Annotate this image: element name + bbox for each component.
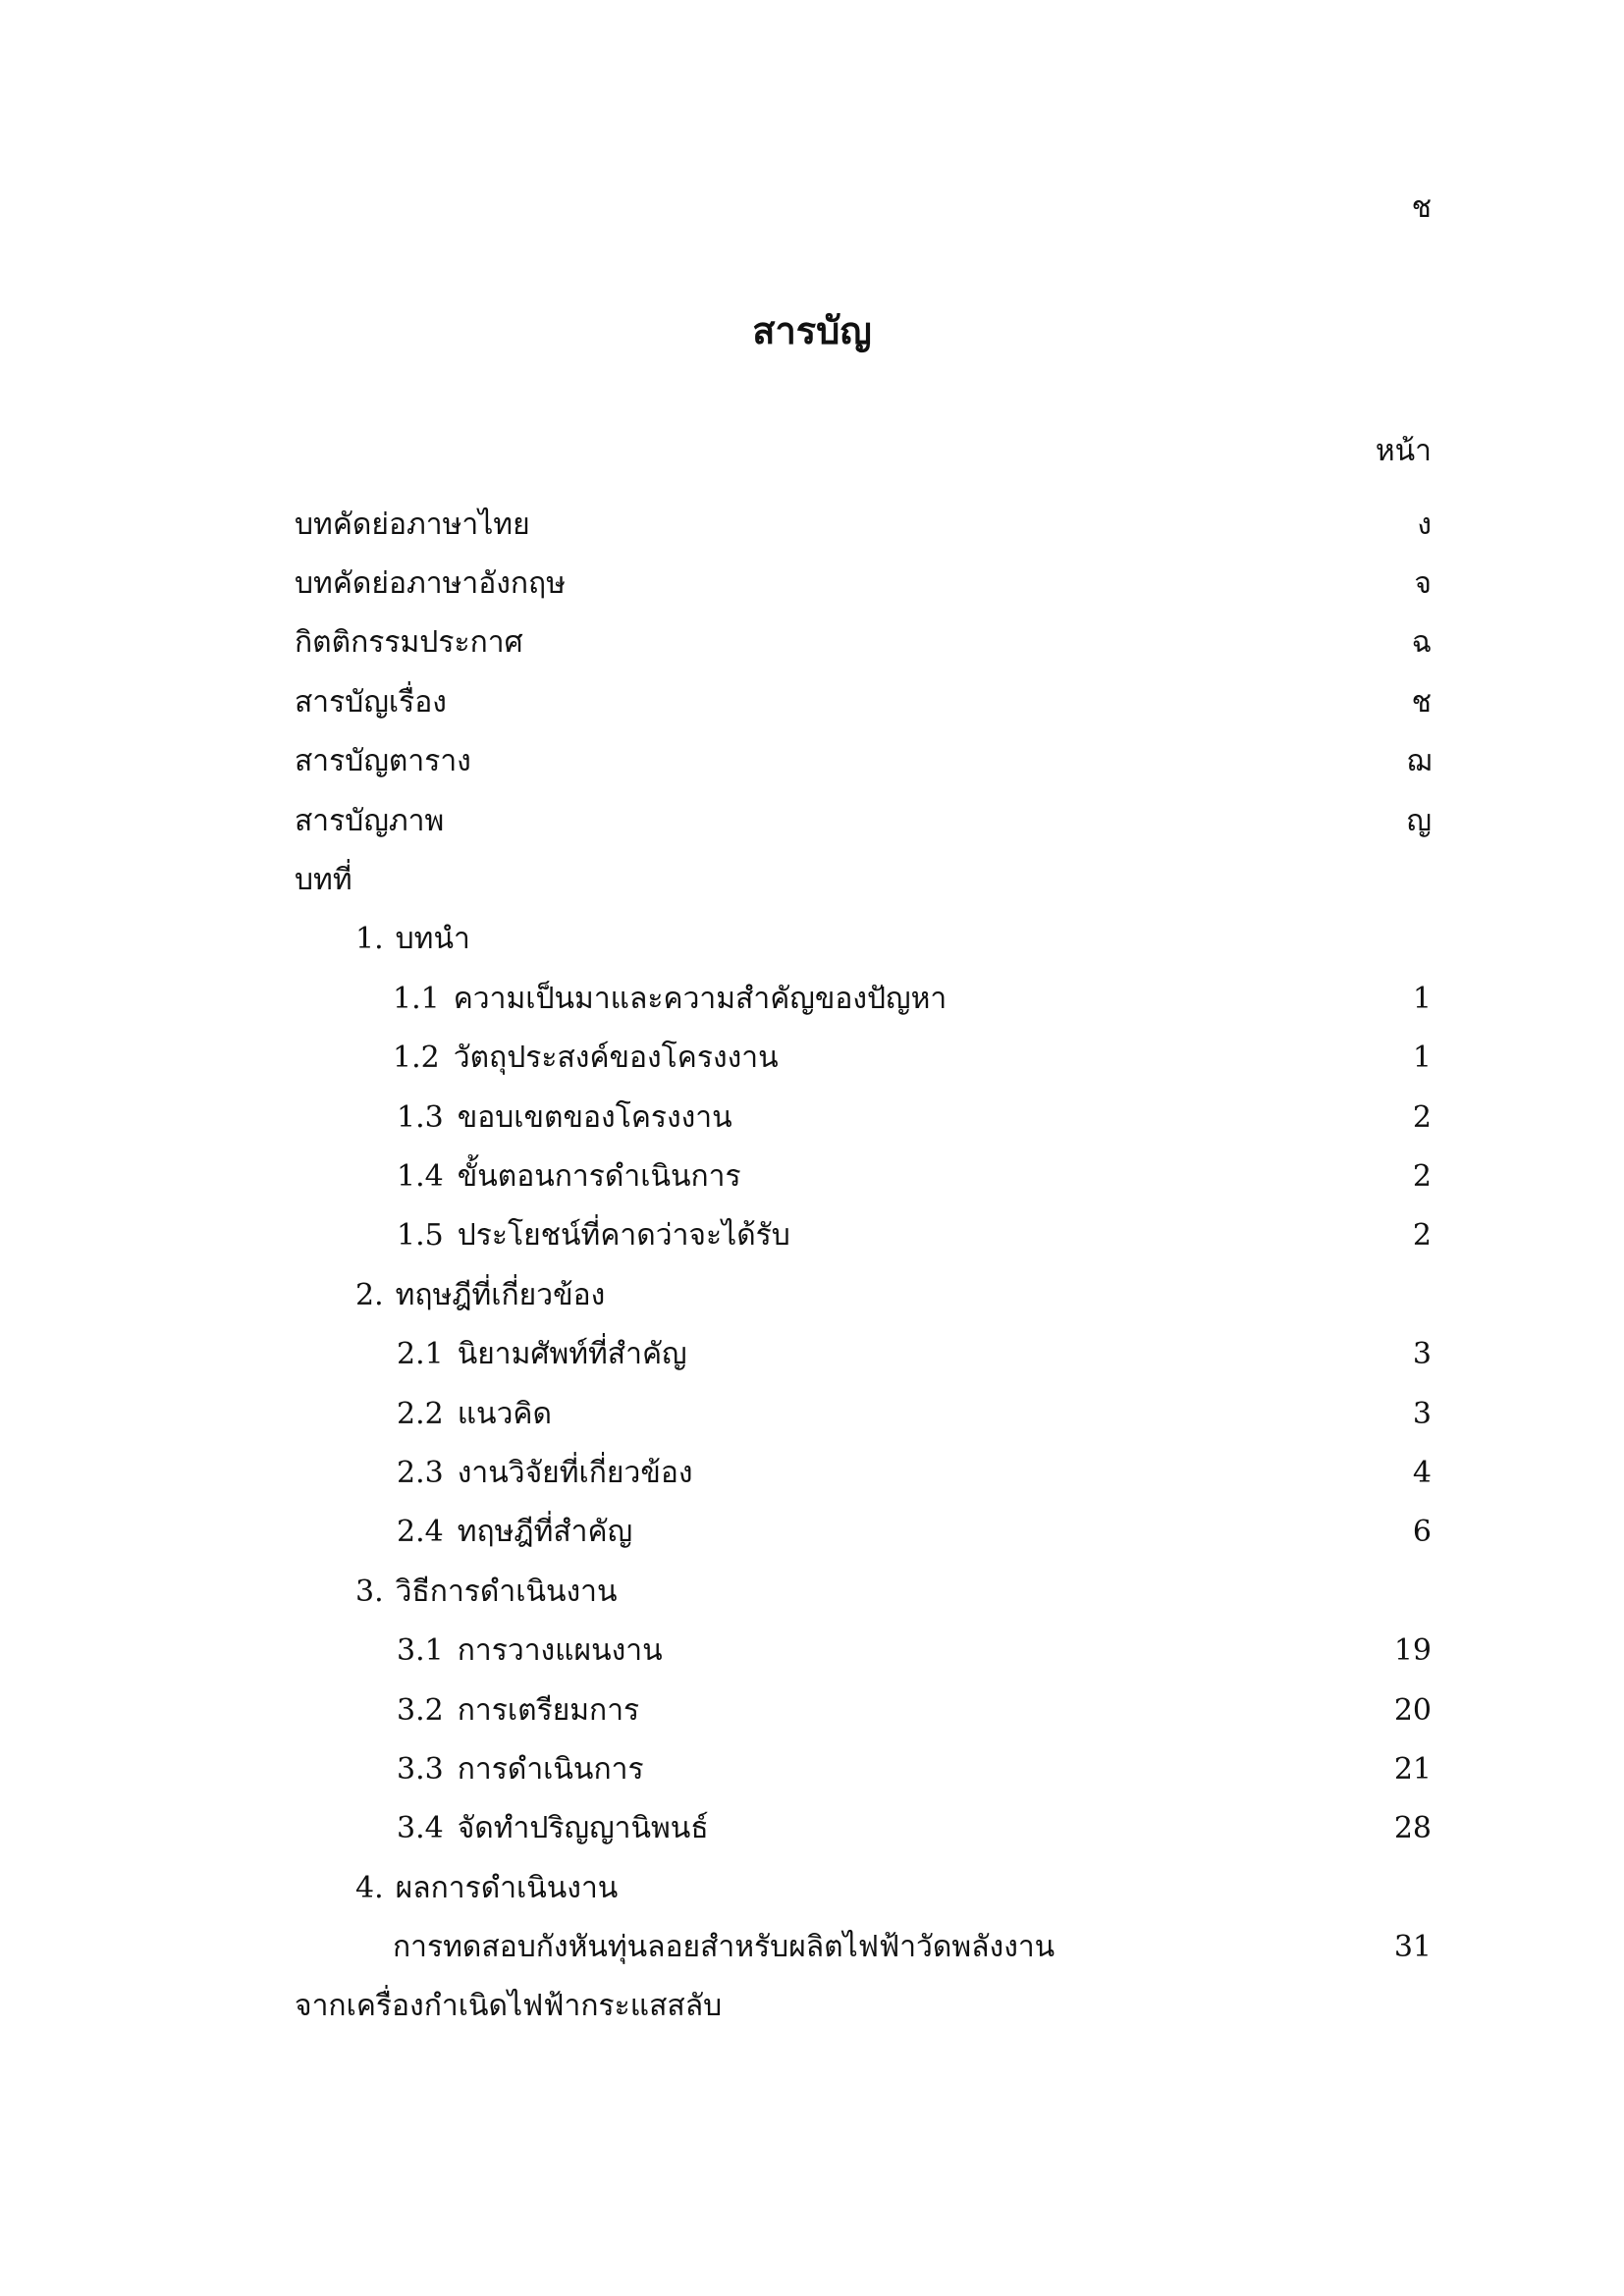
section-number: 1.1 xyxy=(393,981,440,1016)
section-number: 2.1 xyxy=(397,1337,444,1372)
section-title: นิยามศัพท์ที่สำคัญ xyxy=(457,1337,687,1372)
section-entry xyxy=(295,1799,1432,1858)
chapter-title: วิธีการดำเนินงาน xyxy=(395,1574,618,1609)
chapter-number: 1. xyxy=(355,922,384,957)
section-number: 1.2 xyxy=(393,1041,440,1076)
section-title: ความเป็นมาและความสำคัญของปัญหา xyxy=(453,981,947,1016)
chapter-title: ทฤษฎีที่เกี่ยวข้อง xyxy=(395,1277,606,1312)
section-entry xyxy=(295,1029,1432,1088)
chapter-heading xyxy=(295,1265,1432,1324)
section-page: 2 xyxy=(1412,1099,1432,1135)
section-number: 3.1 xyxy=(397,1633,444,1669)
section-title: วัตถุประสงค์ของโครงงาน xyxy=(453,1041,779,1076)
section-page: 1 xyxy=(1412,1041,1432,1076)
section-entry xyxy=(295,1681,1432,1739)
chapter-heading xyxy=(295,1858,1432,1917)
chapter-number: 3. xyxy=(355,1574,384,1609)
section-entry-continuation xyxy=(295,1977,1432,2036)
section-title: งานวิจัยที่เกี่ยวข้อง xyxy=(457,1455,693,1490)
section-page: 31 xyxy=(1393,1930,1432,1965)
chapter-number: 4. xyxy=(355,1870,384,1905)
section-number: 2.4 xyxy=(397,1515,444,1550)
page-column-header: หน้า xyxy=(1375,434,1432,468)
chapters-heading xyxy=(295,850,1432,909)
toc-entry-page: ง xyxy=(1417,507,1432,542)
toc-entry-page: ฉ xyxy=(1411,625,1432,661)
toc-entry-page: ช xyxy=(1411,684,1432,720)
toc-entry xyxy=(295,495,1432,554)
section-page: 3 xyxy=(1412,1396,1432,1431)
section-number: 1.3 xyxy=(397,1099,444,1135)
toc-entry-label: สารบัญภาพ xyxy=(295,803,445,838)
section-title: ประโยชน์ที่คาดว่าจะได้รับ xyxy=(457,1218,790,1254)
section-title-continuation: จากเครื่องกำเนิดไฟฟ้ากระแสสลับ xyxy=(295,1989,723,2024)
section-title: แนวคิด xyxy=(457,1396,552,1431)
section-entry xyxy=(295,969,1432,1028)
section-title: ขั้นตอนการดำเนินการ xyxy=(457,1158,741,1194)
section-entry xyxy=(295,1324,1432,1383)
section-page: 21 xyxy=(1393,1751,1432,1787)
chapter-heading xyxy=(295,1562,1432,1621)
toc-entry-label: บทคัดย่อภาษาอังกฤษ xyxy=(295,566,566,602)
section-page: 4 xyxy=(1412,1455,1432,1490)
chapter-number: 2. xyxy=(355,1277,384,1312)
toc-entry xyxy=(295,554,1432,613)
section-page: 19 xyxy=(1393,1633,1432,1669)
section-title: การเตรียมการ xyxy=(457,1692,640,1728)
section-page: 20 xyxy=(1393,1692,1432,1728)
section-page: 2 xyxy=(1412,1158,1432,1194)
toc-list xyxy=(295,495,1432,2036)
section-number: 3.4 xyxy=(397,1811,444,1846)
toc-entry xyxy=(295,732,1432,791)
chapters-label: บทที่ xyxy=(295,863,352,898)
section-entry xyxy=(295,1503,1432,1562)
toc-entry-page: ญ xyxy=(1406,803,1432,838)
section-page: 1 xyxy=(1412,981,1432,1016)
section-entry xyxy=(295,1088,1432,1147)
section-title: ขอบเขตของโครงงาน xyxy=(457,1099,732,1135)
section-entry xyxy=(295,1206,1432,1265)
chapter-heading xyxy=(295,910,1432,969)
section-entry xyxy=(295,1917,1432,1976)
section-title: การดำเนินการ xyxy=(457,1751,644,1787)
section-page: 6 xyxy=(1412,1515,1432,1550)
section-entry xyxy=(295,1443,1432,1502)
section-title: จัดทำปริญญานิพนธ์ xyxy=(457,1811,709,1846)
toc-entry xyxy=(295,672,1432,731)
section-number: 1.5 xyxy=(397,1218,444,1254)
section-entry xyxy=(295,1621,1432,1680)
toc-entry-label: สารบัญเรื่อง xyxy=(295,684,447,720)
page-number: ช xyxy=(1411,190,1432,225)
toc-title: สารบัญ xyxy=(752,308,872,352)
chapter-title: บทนำ xyxy=(395,922,470,957)
section-number: 2.2 xyxy=(397,1396,444,1431)
toc-entry xyxy=(295,791,1432,850)
section-entry xyxy=(295,1739,1432,1798)
section-entry xyxy=(295,1147,1432,1205)
toc-entry-label: สารบัญตาราง xyxy=(295,744,471,779)
toc-entry xyxy=(295,614,1432,672)
toc-entry-page: จ xyxy=(1414,566,1432,602)
toc-entry-page: ฌ xyxy=(1406,744,1432,779)
section-title: การวางแผนงาน xyxy=(457,1633,663,1669)
section-title: การทดสอบกังหันทุ่นลอยสำหรับผลิตไฟฟ้าวัดพลังงาน xyxy=(393,1930,1056,1965)
section-number: 1.4 xyxy=(397,1158,444,1194)
section-page: 3 xyxy=(1412,1337,1432,1372)
section-title: ทฤษฎีที่สำคัญ xyxy=(457,1515,633,1550)
section-entry xyxy=(295,1384,1432,1443)
section-number: 3.2 xyxy=(397,1692,444,1728)
section-page: 28 xyxy=(1393,1811,1432,1846)
toc-entry-label: กิตติกรรมประกาศ xyxy=(295,625,523,661)
chapter-title: ผลการดำเนินงาน xyxy=(395,1870,619,1905)
section-number: 2.3 xyxy=(397,1455,444,1490)
toc-entry-label: บทคัดย่อภาษาไทย xyxy=(295,507,530,542)
section-page: 2 xyxy=(1412,1218,1432,1254)
section-number: 3.3 xyxy=(397,1751,444,1787)
